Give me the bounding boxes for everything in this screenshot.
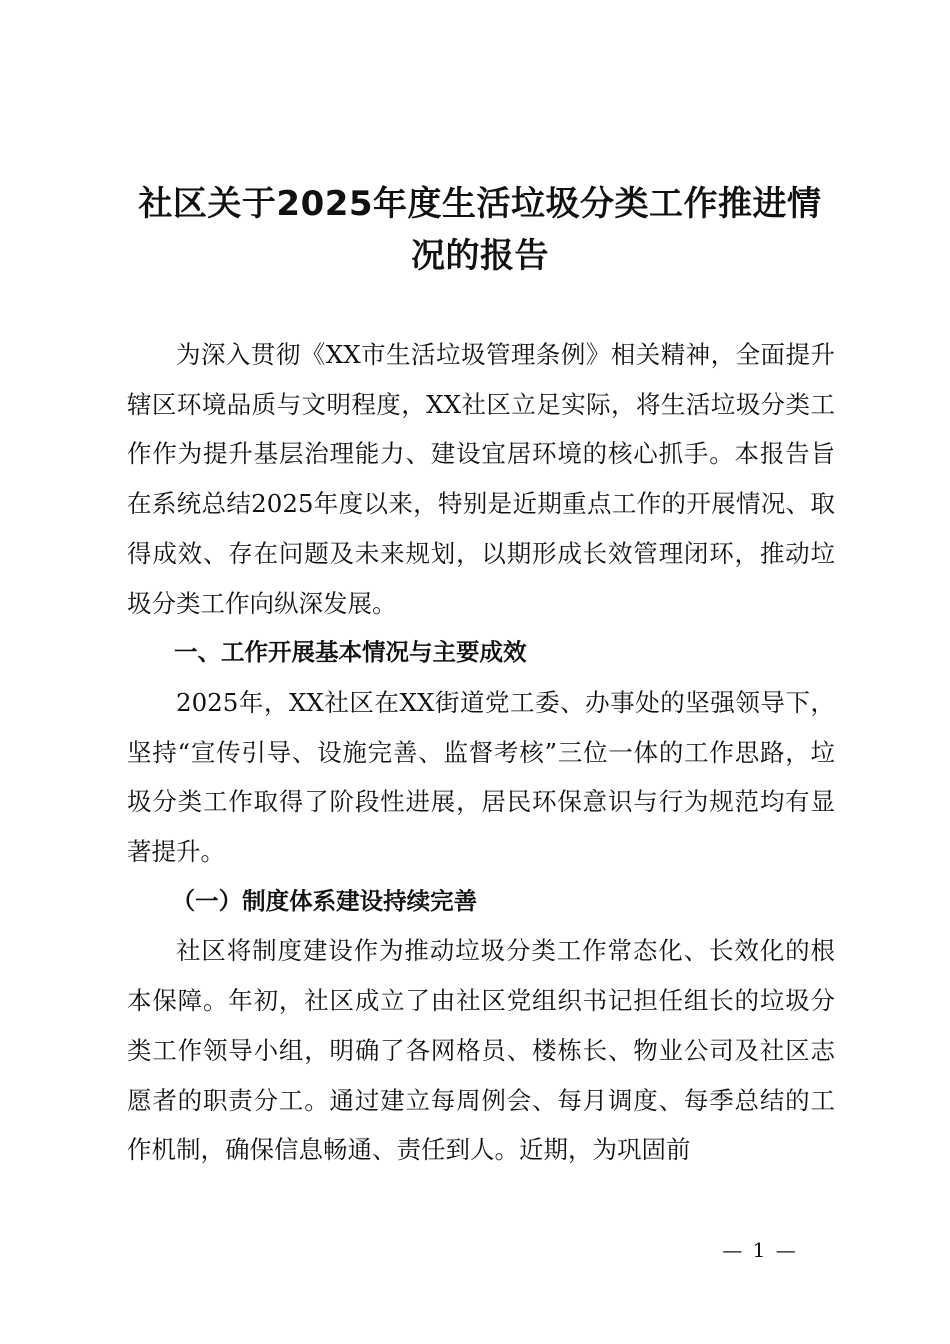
subsection-heading: （一）制度体系建设持续完善 <box>171 886 478 915</box>
title-line-1: 社区关于2025年度生活垃圾分类工作推进情 <box>138 184 822 224</box>
subsection-paragraph: 社区将制度建设作为推动垃圾分类工作常态化、长效化的根本保障。年初，社区成立了由社区党组织书记担任组长的垃圾分类工作领导小组，明确了各网格员、楼栋长、物业公司及社区志愿者的职责分工。通过建立每周例会、每月调度、每季总结的工作机制，确保信息畅通、责任到人。近期，为巩固前 <box>127 936 835 1165</box>
page-number: — 1 — <box>722 1238 798 1262</box>
section-paragraph: 2025年，XX社区在XX街道党工委、办事处的坚强领导下，坚持“宣传引导、设施完善、监督考核”三位一体的工作思路，垃圾分类工作取得了阶段性进展，居民环保意识与行为规范均有显著提升。 <box>127 687 835 867</box>
document-title <box>120 178 840 282</box>
title-line-2: 况的报告 <box>411 236 549 276</box>
document-body <box>127 330 835 1175</box>
section-heading: 一、工作开展基本情况与主要成效 <box>174 638 527 667</box>
intro-paragraph: 为深入贯彻《XX市生活垃圾管理条例》相关精神，全面提升辖区环境品质与文明程度，XX社区立足实际，将生活垃圾分类工作作为提升基层治理能力、建设宜居环境的核心抓手。本报告旨在系统总结2025年度以来，特别是近期重点工作的开展情况、取得成效、存在问题及未来规划，以期形成长效管理闭环，推动垃圾分类工作向纵深发展。 <box>127 340 835 618</box>
